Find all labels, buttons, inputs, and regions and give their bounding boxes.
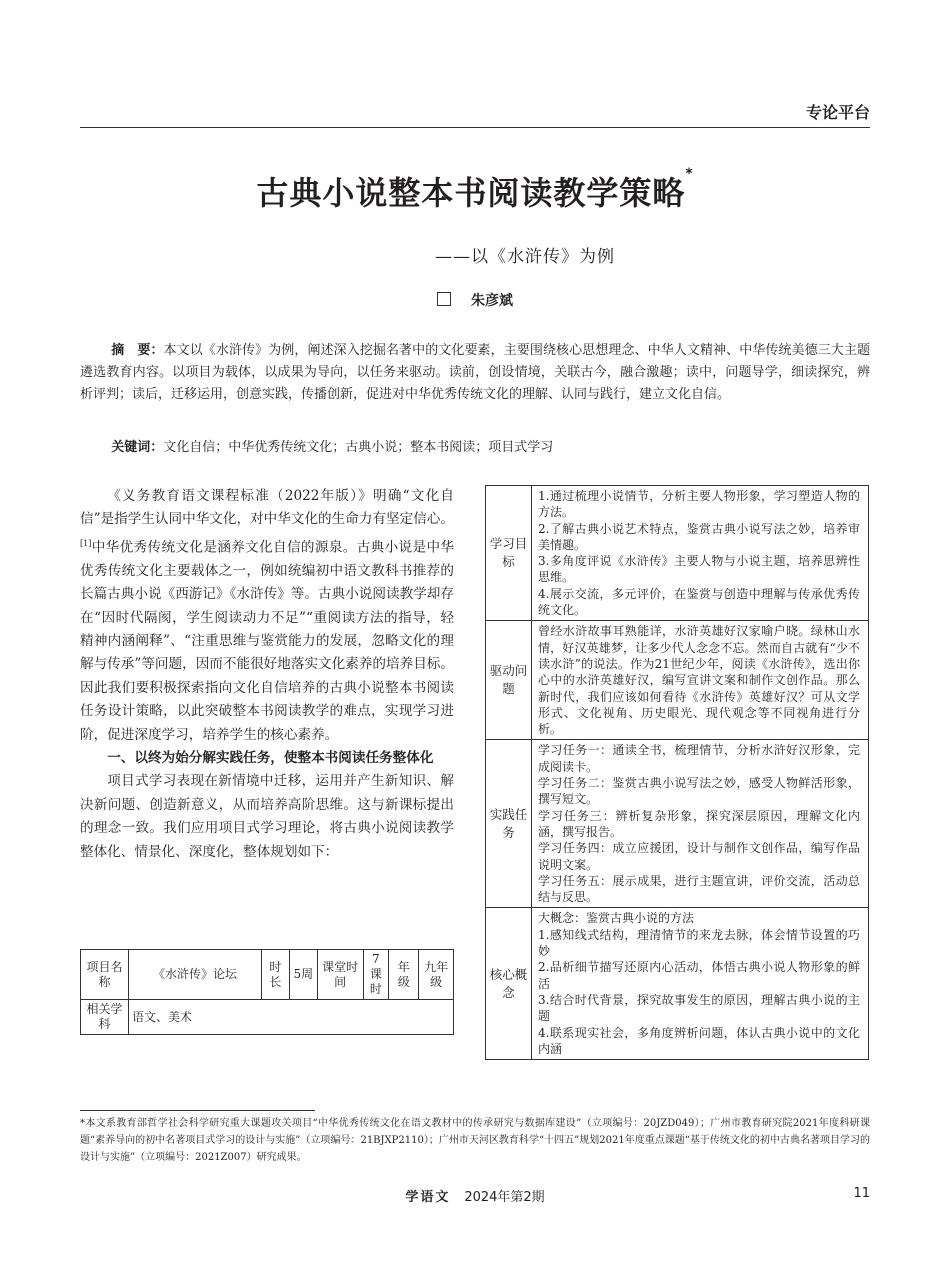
list-item: 2.了解古典小说艺术特点，鉴赏古典小说写法之妙，培养审美情趣。 — [538, 521, 860, 552]
list-item: 1.感知线式结构，理清情节的来龙去脉，体会情节设置的巧妙 — [538, 927, 860, 959]
list-item: 学习任务五：展示成果，进行主题宣讲，评价交流，活动总结与反思。 — [538, 873, 860, 905]
project-info-table — [80, 949, 454, 1035]
practice-cell — [532, 740, 869, 908]
abstract-text: 本文以《水浒传》为例，阐述深入挖掘名著中的文化要素，主要围绕核心思想理念、中华人文精神、中华传统美德三大主题遴选教育内容。以项目为载体，以成果为导向，以任务来驱动。读前，创设情境，关联古今，融合激趣；读中，问题导学，细读探究，辨析评判；读后，迁移运用，创意实践，传播创新，促进对中华优秀传统文化的理解、认同与践行，建立文化自信。 — [80, 343, 870, 402]
list-item: 大概念：鉴赏古典小说的方法 — [538, 911, 695, 926]
table-row — [81, 1000, 454, 1035]
table-row — [486, 740, 869, 908]
abstract-label: 摘 要： — [111, 343, 164, 358]
list-item: 1.通过梳理小说情节，分析主要人物形象，学习塑造人物的方法。 — [538, 489, 860, 520]
body-paragraph-1: 《义务教育语文课程标准（2022年版）》明确“文化自信”是指学生认同中华文化，对中华文化的生命力有坚定信心。[1]中华优秀传统文化是涵养文化自信的源泉。古典小说是中华优秀传统文化主要载体之一，例如统编初中语文教科书推荐的长篇古典小说《西游记》《水浒传》等。古典小说阅读教学却存在“因时代隔阂，学生阅读动力不足”“重阅读方法的指导，轻精神内涵阐释”、“注重思维与鉴赏能力的发展，忽略文化的理解与传承”等问题，因而不能很好地落实文化素养的培养目标。因此我们要积极探索指向文化自信培养的古典小说整本书阅读任务设计策略，以此突破整本书阅读教学的难点，实现学习进阶，促进深度学习，培养学生的核心素养。 — [80, 488, 454, 743]
table-cell: 语文、美术 — [129, 1000, 454, 1035]
list-item: 学习任务二：鉴赏古典小说写法之妙，感受人物鲜活形象，撰写短文。 — [538, 776, 860, 807]
list-item: 2.品析细节描写还原内心活动，体悟古典小说人物形象的鲜活 — [538, 960, 860, 991]
table-row — [486, 908, 869, 1060]
table-cell: 5周 — [289, 950, 317, 1000]
title-footnote-mark: * — [685, 166, 694, 182]
table-row — [486, 621, 869, 740]
section-label: 专论平台 — [805, 103, 870, 122]
row-header-drive: 驱动问题 — [486, 621, 532, 740]
table-cell: 项目名称 — [81, 950, 129, 1000]
article-title: 古典小说整本书阅读教学策略* — [256, 166, 694, 212]
issue-info: 2024年第2期 — [464, 1190, 545, 1205]
header-rule — [80, 127, 870, 128]
list-item: 学习任务一：通读全书，梳理情节，分析水浒好汉形象，完成阅读卡。 — [538, 743, 860, 774]
table-row — [81, 950, 454, 1000]
page-number: 11 — [853, 1186, 870, 1201]
concept-cell — [532, 908, 869, 1060]
table-cell: 7课时 — [363, 950, 389, 1000]
table-cell: 课堂时间 — [317, 950, 363, 1000]
list-item: 4.展示交流，多元评价，在鉴赏与创造中理解与传承优秀传统文化。 — [538, 586, 860, 618]
table-cell: 年级 — [389, 950, 419, 1000]
author-line — [0, 290, 950, 310]
list-item: 学习任务三：辨析复杂形象，探究深层原因，理解文化内涵，撰写报告。 — [538, 808, 860, 839]
task-design-table — [485, 485, 869, 1060]
table-cell: 相关学科 — [81, 1000, 129, 1035]
list-item: 4.联系现实社会，多角度辨析问题，体认古典小说中的文化内涵 — [538, 1025, 860, 1056]
keywords-text: 文化自信；中华优秀传统文化；古典小说；整本书阅读；项目式学习 — [163, 440, 554, 455]
author-name: 朱彦斌 — [471, 293, 513, 309]
table-cell: 九年级 — [419, 950, 454, 1000]
body-column — [80, 485, 454, 864]
goals-cell — [532, 486, 869, 621]
footer-journal — [0, 1186, 950, 1205]
square-bullet-icon — [437, 292, 451, 306]
list-item: 学习任务四：成立应援团，设计与制作文创作品，编写作品说明文案。 — [538, 841, 860, 872]
abstract — [80, 340, 870, 406]
footnote: *本文系教育部哲学社会科学研究重大课题攻关项目“中华优秀传统文化在语文教材中的传承研究与数据库建设”（立项编号：20JZD049）；广州市教育研究院2021年度科研课题“素养导向的初中名著项目式学习的设计与实施”（立项编号：21BJXP2110）；广州市天河区教育科学“十四五”规划2021年度重点课题“基于传统文化的初中古典名著项目学习的设计与实施”（立项编号：2021Z007）研究成果。 — [80, 1118, 870, 1163]
table-row — [486, 486, 869, 621]
article-subtitle: ——以《水浒传》为例 — [435, 247, 615, 267]
footnote-rule — [80, 1110, 315, 1111]
list-item: 3.结合时代背景，探究故事发生的原因，理解古典小说的主题 — [538, 992, 860, 1024]
row-header-concept: 核心概念 — [486, 908, 532, 1060]
table-cell: 《水浒传》论坛 — [129, 950, 262, 1000]
citation-ref: [1] — [80, 538, 92, 548]
table-cell: 时长 — [261, 950, 289, 1000]
journal-name: 学语文 — [405, 1190, 451, 1205]
body-paragraph-2: 项目式学习表现在新情境中迁移，运用并产生新知识、解决新问题、创造新意义，从而培养高阶思维。这与新课标提出的理念一致。我们应用项目式学习理论，将古典小说阅读教学整体化、情景化、深度化，整体规划如下： — [80, 773, 454, 860]
keywords — [80, 437, 870, 459]
row-header-goals: 学习目标 — [486, 486, 532, 621]
list-item: 3.多角度评说《水浒传》主要人物与小说主题，培养思辨性思维。 — [538, 554, 860, 585]
row-header-practice: 实践任务 — [486, 740, 532, 908]
keywords-label: 关键词： — [111, 440, 164, 455]
section-heading-1: 一、以终为始分解实践任务，使整本书阅读任务整体化 — [107, 750, 434, 766]
drive-cell: 曾经水浒故事耳熟能详，水浒英雄好汉家喻户晓。绿林山水情，好汉英雄梦，让多少代人念念不忘。然而自古就有“少不读水浒”的说法。作为21世纪少年，阅读《水浒传》，选出你心中的水浒英雄好汉，编写宣讲文案和制作文创作品。那么新时代，我们应该如何看待《水浒传》英雄好汉？可从文学形式、文化视角、历史眼光、现代观念等不同视角进行分析。 — [532, 621, 869, 740]
